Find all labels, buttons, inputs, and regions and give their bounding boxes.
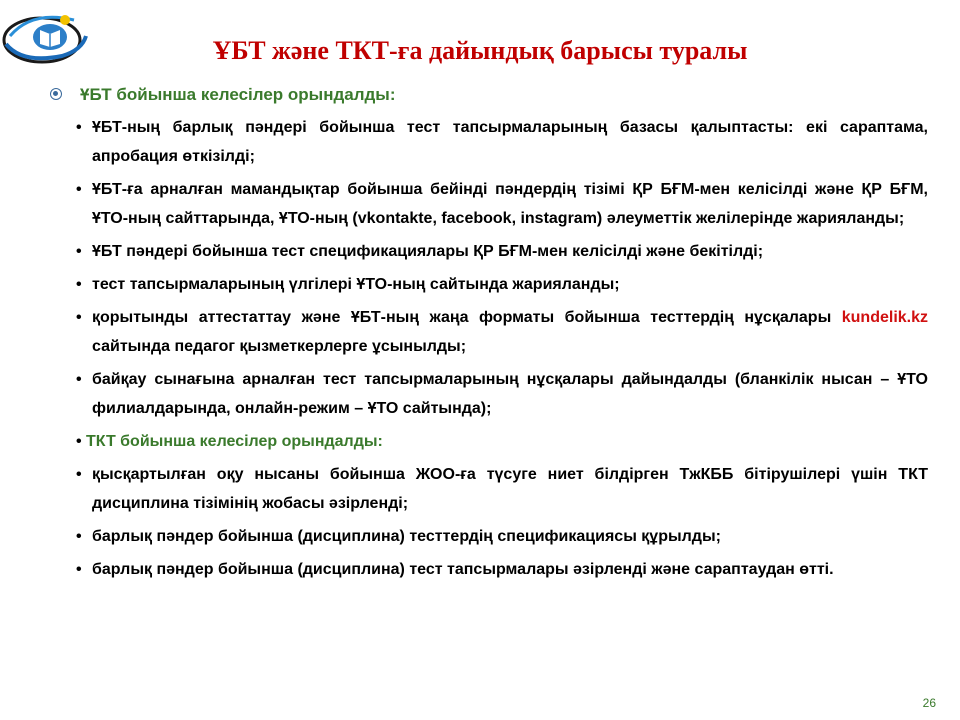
bullet-icon [76, 365, 92, 394]
page-number: 26 [922, 696, 936, 710]
list-item: • қысқартылған оқу нысаны бойынша ЖОО-ға түсуге ниет білдірген ТжКББ бітірушілері үшін ТКТ дисциплина тізімінің жобасы әзірленді; [76, 460, 928, 518]
bullet-icon [76, 175, 92, 204]
list-item: • барлық пәндер бойынша (дисциплина) тест тапсырмалары әзірленді және сараптаудан өтті. [76, 555, 928, 584]
page-title: ҰБТ және ТКТ-ға дайындық барысы туралы [212, 36, 748, 65]
bullet-icon [76, 522, 92, 551]
section2-heading-row [76, 427, 928, 456]
slide-content [48, 80, 928, 588]
list-item: • ҰБТ пәндері бойынша тест спецификациялары ҚР БҒМ-мен келісілді және бекітілді; [76, 237, 928, 266]
kundelik-link[interactable]: kundelik.kz [841, 309, 928, 326]
bullet-icon [76, 270, 92, 299]
radio-bullet-icon [50, 88, 62, 100]
bullet-icon [76, 555, 92, 584]
bullet-icon [76, 237, 92, 266]
list-item: • қорытынды аттестаттау және ҰБТ-ның жаңа форматы бойынша тесттердің нұсқалары kundelik.kz сайтында педагог қызметкерлерге ұсынылды; [76, 303, 928, 361]
section1-heading: ҰБТ бойынша келесілер орындалды: [80, 85, 396, 104]
bullet-icon [76, 460, 92, 489]
bullet-icon [76, 303, 92, 332]
section1-heading-row [48, 80, 928, 109]
list-item: • ҰБТ-ға арналған мамандықтар бойынша бейінді пәндердің тізімі ҚР БҒМ-мен келісілді және ҚР БҒМ, ҰТО-ның сайттарында, ҰТО-ның (vkontakte, facebook, instagram) әлеуметтік желілерінде жарияланды; [76, 175, 928, 233]
bullet-icon [76, 427, 86, 456]
bullet-icon [76, 113, 92, 142]
list-item: • ҰБТ-ның барлық пәндері бойынша тест тапсырмаларының базасы қалыптасты: екі сараптама, апробация өткізілді; [76, 113, 928, 171]
list-item: • байқау сынағына арналған тест тапсырмаларының нұсқалары дайындалды (бланкілік нысан – ҰТО филиалдарында, онлайн-режим – ҰТО сайтында); [76, 365, 928, 423]
list-item: • тест тапсырмаларының үлгілері ҰТО-ның сайтында жарияланды; [76, 270, 928, 299]
list-item: • барлық пәндер бойынша (дисциплина) тесттердің спецификациясы құрылды; [76, 522, 928, 551]
section2-heading: ТКТ бойынша келесілер орындалды: [86, 433, 383, 450]
